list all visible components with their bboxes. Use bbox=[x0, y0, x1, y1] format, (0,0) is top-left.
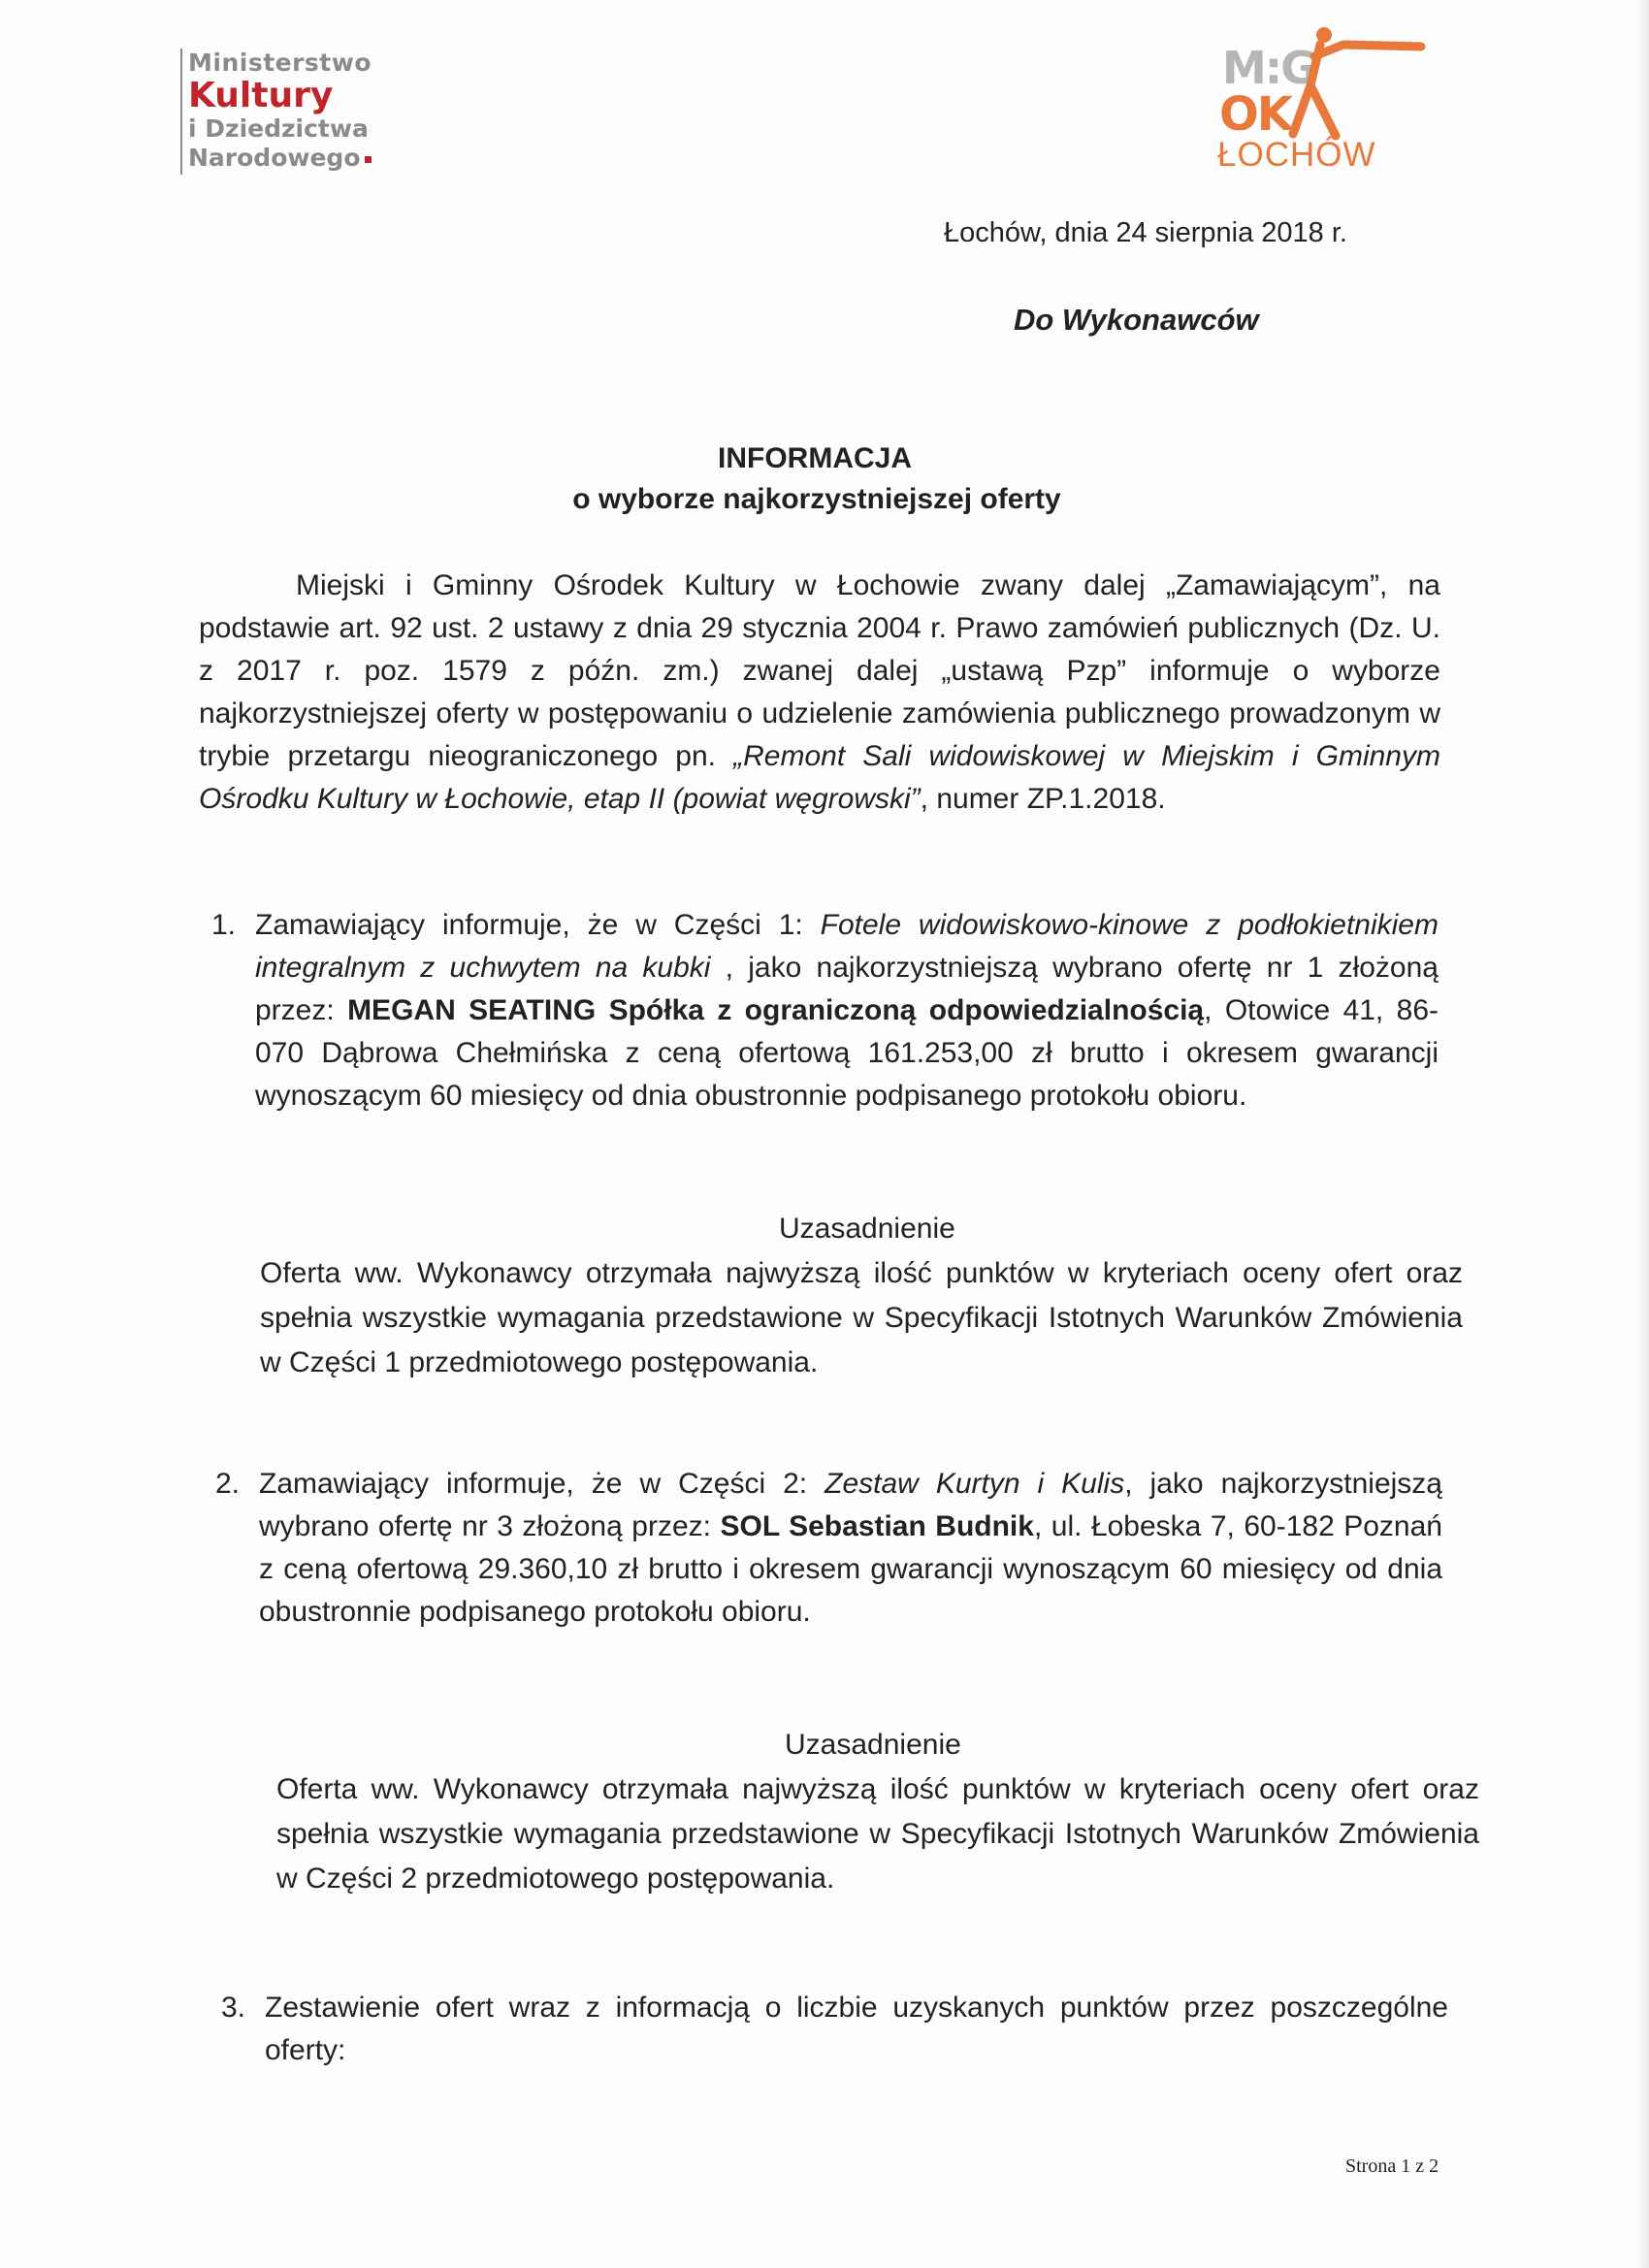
item-text: , ul. Łobeska 7, 60-182 Poznań z ceną ofertową 29.360,10 zł brutto i okresem gwarancji wynoszącym 60 miesięcy od dnia obustronnie podpisanego protokołu obioru. bbox=[259, 1510, 1442, 1628]
logo-dot bbox=[365, 156, 372, 163]
item-part-name: Zestaw Kurtyn i Kulis bbox=[824, 1468, 1125, 1500]
document-title: INFORMACJA bbox=[718, 442, 912, 474]
list-item-body bbox=[255, 904, 1439, 1118]
item-text: Zamawiający informuje, że w Części 1: bbox=[255, 909, 821, 941]
document-date: Łochów, dnia 24 sierpnia 2018 r. bbox=[944, 217, 1347, 248]
contractor-name: SOL Sebastian Budnik bbox=[720, 1510, 1034, 1542]
justification-text: Oferta ww. Wykonawcy otrzymała najwyższą ilość punktów w kryteriach oceny ofert oraz spełnia wszystkie wymagania przedstawione w Specyfikacji Istotnych Warunków Zmówienia w Części 1 przedmiotowego postępowania. bbox=[260, 1257, 1463, 1378]
ministry-logo-line2: Kultury bbox=[188, 76, 334, 115]
intro-paragraph bbox=[199, 565, 1440, 821]
item-text: , jako najkorzystniejszą wybrano ofertę nr 3 złożoną przez: bbox=[259, 1468, 1442, 1542]
justification-heading: Uzasadnienie bbox=[779, 1213, 955, 1245]
mgok-logo-ok: OK bbox=[1219, 87, 1291, 142]
figure-icon bbox=[1285, 17, 1431, 144]
justification-heading: Uzasadnienie bbox=[785, 1729, 961, 1761]
ministry-logo-line4: Narodowego bbox=[188, 144, 361, 172]
item-text: Zestawienie ofert wraz z informacją o liczbie uzyskanych punktów przez poszczególne oferty: bbox=[265, 1992, 1448, 2066]
ministry-logo bbox=[180, 49, 402, 175]
item-text: , jako najkorzystniejszą wybrano ofertę nr 1 złożoną przez: bbox=[255, 952, 1439, 1026]
contract-name: „Remont Sali widowiskowej w Miejskim i Gminnym Ośrodku Kultury w Łochowie, etap II (powiat węgrowski” bbox=[199, 740, 1440, 815]
intro-text: Miejski i Gminny Ośrodek Kultury w Łochowie zwany dalej „Zamawiającym”, na podstawie art. 92 ust. 2 ustawy z dnia 29 stycznia 2004 r. Prawo zamówień publicznych (Dz. U. z 2017 r. poz. 1579 z późn. zm.) zwanej dalej „ustawą Pzp” informuje o wyborze najkorzystniejszej oferty w postępowaniu o udzielenie zamówienia publicznego prowadzonym w trybie przetargu nieograniczonego pn. bbox=[199, 569, 1440, 772]
addressee: Do Wykonawców bbox=[1014, 303, 1259, 337]
scan-edge bbox=[1635, 0, 1649, 2268]
item-text: , Otowice 41, 86-070 Dąbrowa Chełmińska z ceną ofertową 161.253,00 zł brutto i okresem gwarancji wynoszącym 60 miesięcy od dnia obustronnie podpisanego protokołu obioru. bbox=[255, 994, 1439, 1112]
mgok-logo-mg: M:G bbox=[1222, 42, 1315, 94]
justification-text: Oferta ww. Wykonawcy otrzymała najwyższą ilość punktów w kryteriach oceny ofert oraz spełnia wszystkie wymagania przedstawione w Specyfikacji Istotnych Warunków Zmówienia w Części 2 przedmiotowego postępowania. bbox=[276, 1773, 1479, 1895]
ministry-logo-line1: Ministerstwo bbox=[188, 49, 372, 77]
list-item-number: 1. bbox=[211, 909, 237, 941]
ministry-logo-line3: i Dziedzictwa bbox=[188, 114, 369, 143]
contract-number: , numer ZP.1.2018. bbox=[920, 783, 1166, 815]
list-item-body bbox=[265, 1987, 1448, 2072]
mgok-logo bbox=[1208, 17, 1431, 182]
mgok-logo-city: ŁOCHÓW bbox=[1217, 136, 1376, 174]
list-item-number: 2. bbox=[215, 1468, 241, 1500]
list-item-body bbox=[259, 1463, 1442, 1634]
contractor-name: MEGAN SEATING Spółka z ograniczoną odpowiedzialnością bbox=[347, 994, 1205, 1026]
page-number: Strona 1 z 2 bbox=[1345, 2155, 1439, 2177]
item-text: Zamawiający informuje, że w Części 2: bbox=[259, 1468, 825, 1500]
list-item-number: 3. bbox=[221, 1992, 246, 2024]
ministry-logo-line4-wrap bbox=[188, 144, 402, 173]
document-subtitle: o wyborze najkorzystniejszej oferty bbox=[572, 483, 1061, 515]
item-part-name: Fotele widowiskowo-kinowe z podłokietnikiem integralnym z uchwytem na kubki bbox=[255, 909, 1439, 984]
